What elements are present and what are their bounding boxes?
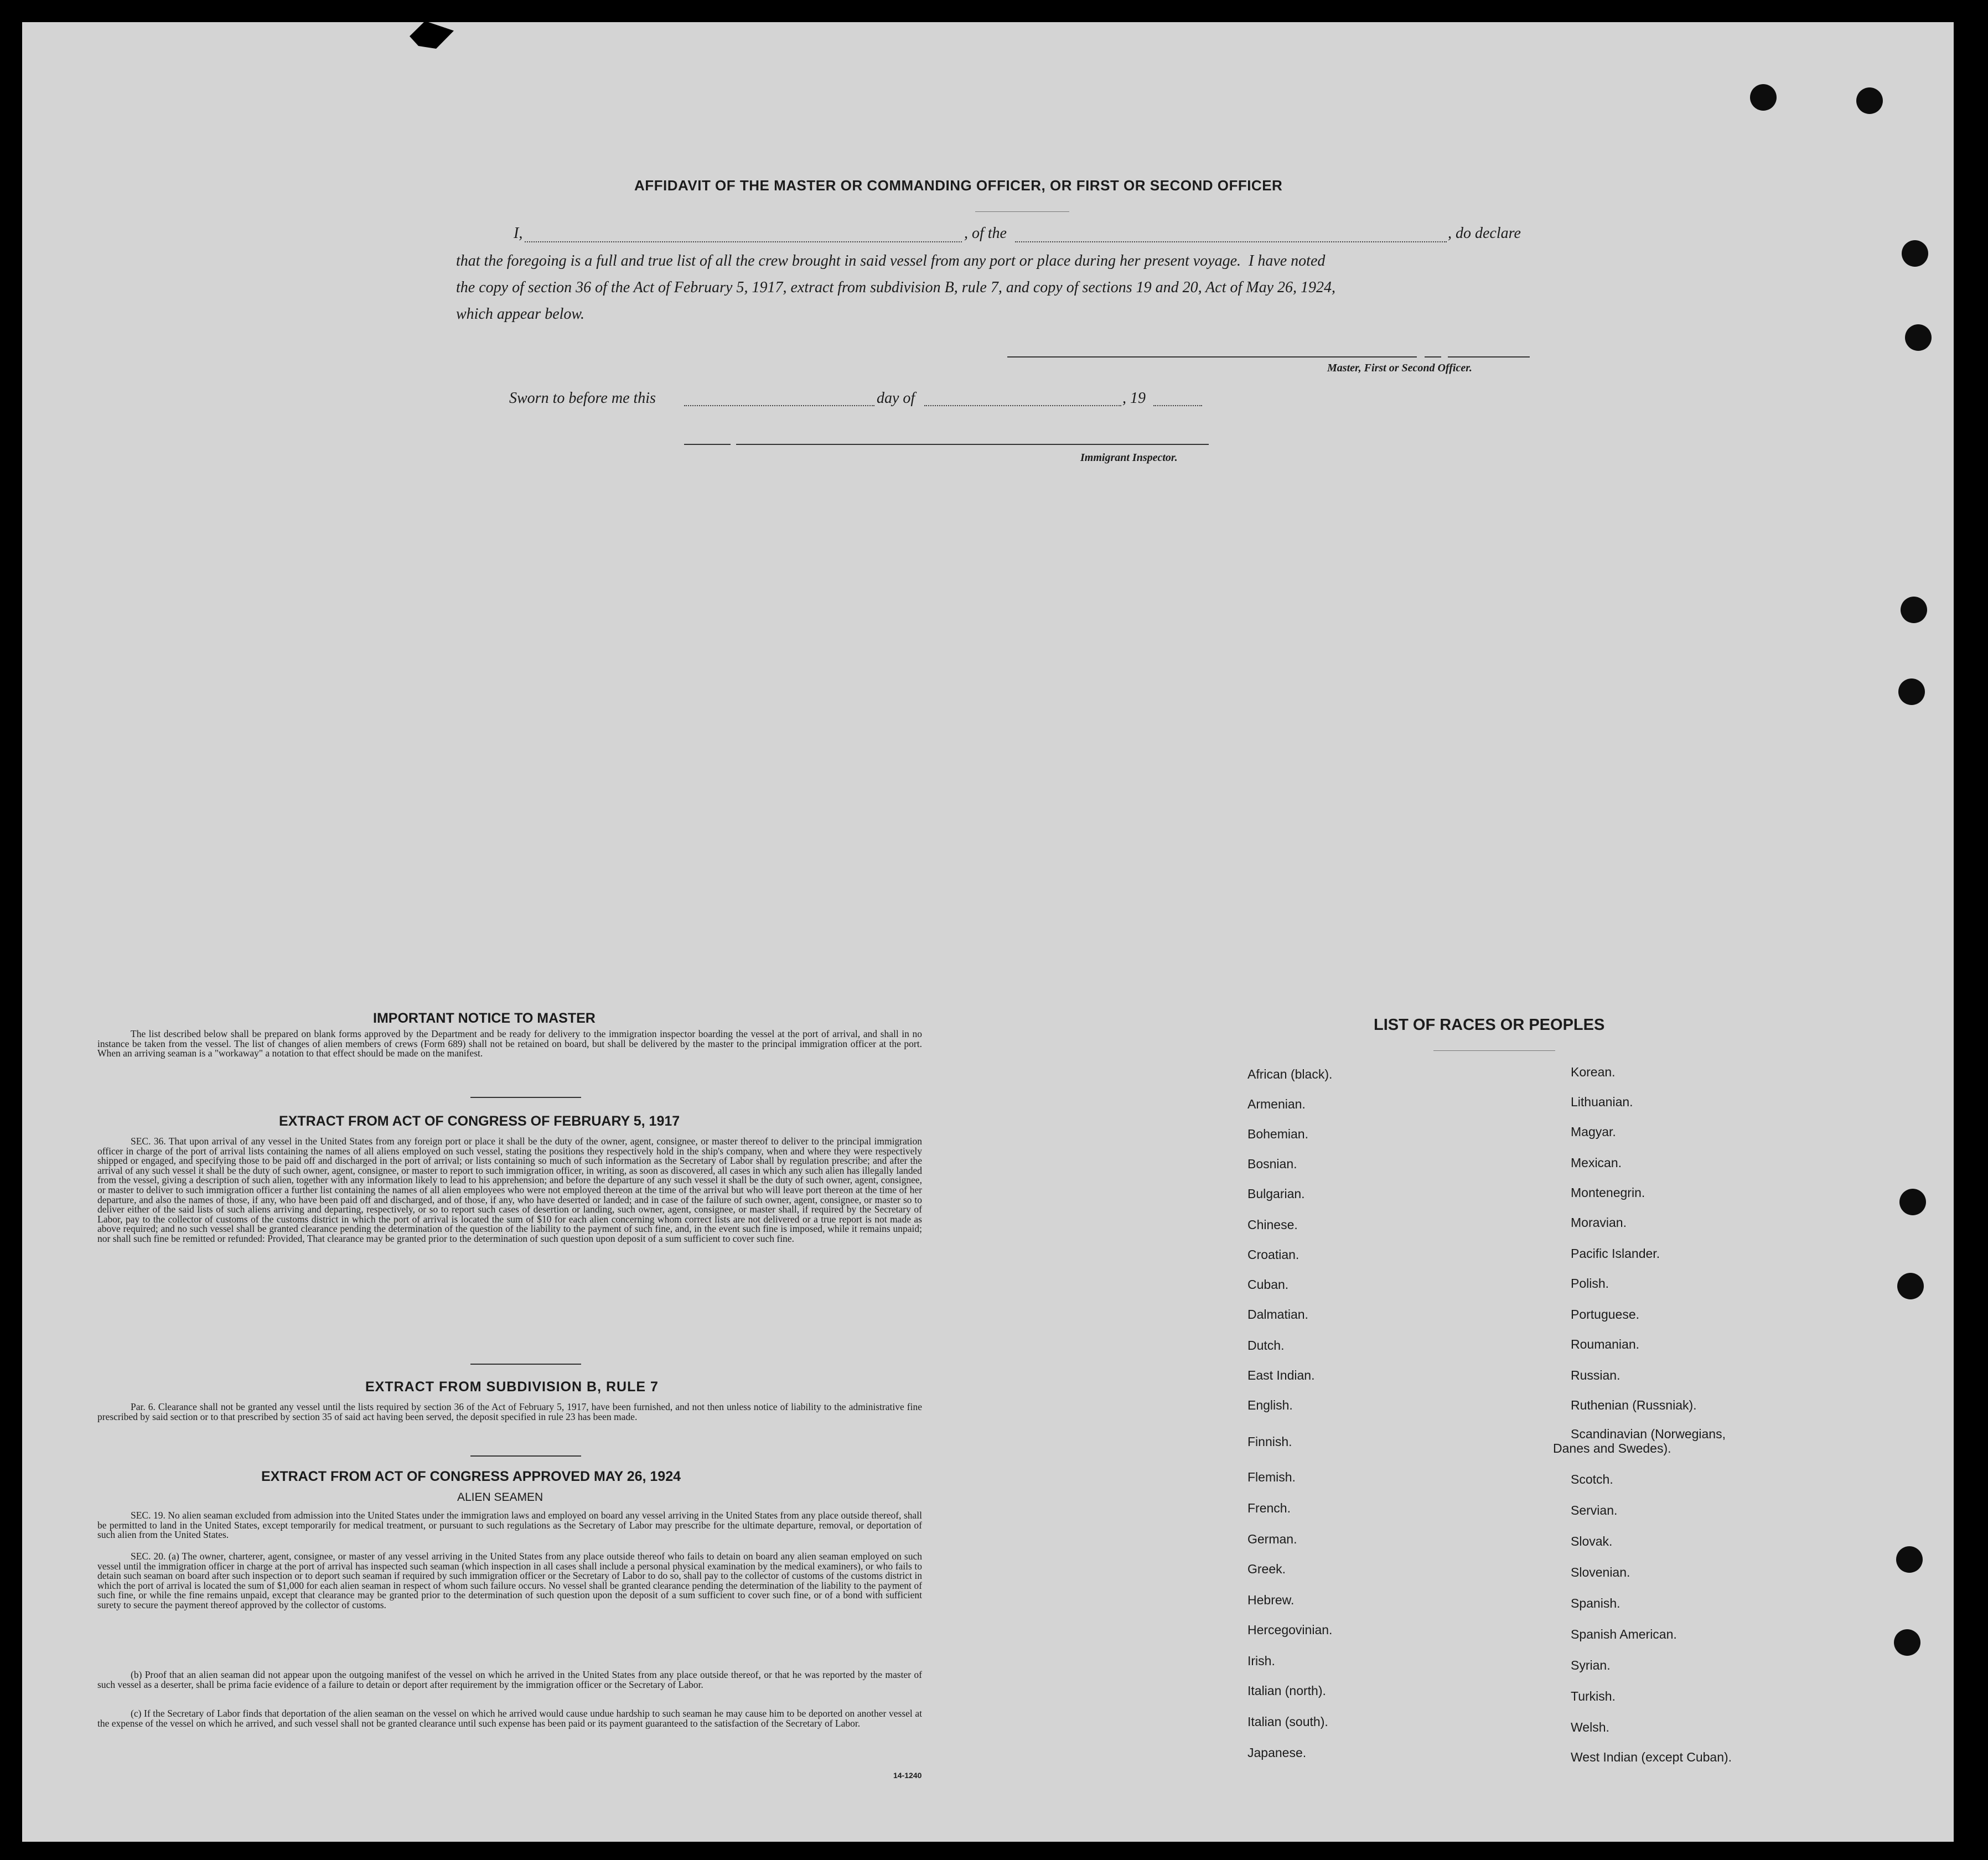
punch-hole <box>1750 84 1777 111</box>
sec-19-text: SEC. 19. No alien seaman excluded from admission into the United States under the immigration laws and employed on board any vessel arriving in the United States from any place outside thereof, shall be permitted to land in the United States, except temporarily for medical treatment, or pursuant to such regulations as the Secretary of Labor may prescribe for the ultimate departure, removal, or deportation of such alien from the United States. <box>97 1510 922 1541</box>
sec-20c-text: (c) If the Secretary of Labor finds that deportation of the alien seaman on the vessel on which he arrived would cause undue hardship to such seaman he may cause him to be deported on another vessel at the expense of the vessel on which he arrived, and such vessel shall not be granted clearance until such expense has been paid or its payment guaranteed to the satisfaction of the Secretary of Labor. <box>97 1708 922 1729</box>
sworn-label: Sworn to before me this <box>509 390 656 407</box>
alien-seamen-subtitle: ALIEN SEAMEN <box>457 1491 543 1504</box>
affidavit-title: AFFIDAVIT OF THE MASTER OR COMMANDING OFFICER, OR FIRST OR SECOND OFFICER <box>634 177 1283 194</box>
race-item: Montenegrin. <box>1571 1185 1645 1200</box>
race-item: Cuban. <box>1247 1277 1289 1292</box>
month-blank <box>924 405 1121 406</box>
race-item: French. <box>1247 1501 1291 1515</box>
sec-20b-text: (b) Proof that an alien seaman did not appear upon the outgoing manifest of the vessel on which he arrived in the United States from any place outside thereof, or that he was reported by the master of such vessel as a deserter, shall be prima facie evidence of a failure to detain or deport after requirement by the immigration officer or the Secretary of Labor. <box>97 1669 922 1690</box>
race-item: Chinese. <box>1247 1217 1298 1232</box>
sworn-day-blank <box>684 405 874 406</box>
race-item: Irish. <box>1247 1654 1275 1668</box>
race-item: Armenian. <box>1247 1097 1306 1111</box>
master-signature-label: Master, First or Second Officer. <box>1327 362 1472 374</box>
punch-hole <box>1901 597 1927 623</box>
race-item: Lithuanian. <box>1571 1095 1633 1109</box>
race-item: Bulgarian. <box>1247 1187 1305 1201</box>
punch-hole <box>1905 324 1932 351</box>
race-item: Slovenian. <box>1571 1565 1630 1579</box>
affidavit-line-3: which appear below. <box>456 305 585 323</box>
notice-title: IMPORTANT NOTICE TO MASTER <box>373 1011 596 1026</box>
race-item: German. <box>1247 1532 1297 1546</box>
race-item: Syrian. <box>1571 1658 1611 1672</box>
races-title: LIST OF RACES OR PEOPLES <box>1374 1016 1605 1034</box>
divider <box>470 1364 581 1365</box>
year-label: , 19 <box>1122 390 1146 407</box>
rule-7-title: EXTRACT FROM SUBDIVISION B, RULE 7 <box>365 1379 659 1395</box>
notice-text: The list described below shall be prepared on blank forms approved by the Department and be ready for delivery to the immigration inspector boarding the vessel at the port of arrival, and shall in no instance be taken from the vessel. The list of changes of alien members of crews (Form 689) shall not be retained on board, but shall be delivered by the master to the principal immigration officer at the port. When an arriving seaman is a "workaway" a notation to that effect should be made on the manifest. <box>97 1028 922 1059</box>
race-item: Ruthenian (Russniak). <box>1571 1398 1697 1412</box>
race-item: Polish. <box>1571 1276 1609 1291</box>
divider <box>470 1097 581 1098</box>
race-item: Bohemian. <box>1247 1127 1308 1141</box>
day-of-label: day of <box>877 390 915 407</box>
affidavit-line-2: the copy of section 36 of the Act of February 5, 1917, extract from subdivision B, rule 7, and copy of sections 19 and 20, Act of May 26, 1924, <box>456 279 1336 296</box>
race-item: Japanese. <box>1247 1745 1307 1760</box>
race-item: English. <box>1247 1398 1293 1412</box>
punch-hole <box>1856 87 1883 114</box>
race-item: Pacific Islander. <box>1571 1246 1660 1261</box>
race-item: African (black). <box>1247 1067 1333 1081</box>
extract-1924-title: EXTRACT FROM ACT OF CONGRESS APPROVED MAY 26, 1924 <box>261 1469 681 1484</box>
race-item: Hercegovinian. <box>1247 1623 1333 1637</box>
affidavit-line-1: that the foregoing is a full and true list of all the crew brought in said vessel from any port or place during her present voyage. I have noted <box>456 252 1326 270</box>
race-item: Dutch. <box>1247 1338 1285 1353</box>
signature-line <box>1448 356 1530 358</box>
extract-1917-text: SEC. 36. That upon arrival of any vessel in the United States from any foreign port or place it shall be the duty of the owner, agent, consignee, or master thereof to deliver to the principal immigration officer in charge of the port of arrival lists containing the names of all aliens employed on such vessel, stating the positions they respectively hold in the ship's company, when and where they were respectively shipped or engaged, and specifying those to be paid off and discharged in the port of arrival; or lists containing so much of such information as the Secretary of Labor shall by regulation prescribe; and after the arrival of any such vessel it shall be the duty of such owner, agent, consignee, or master to report to such immigration officer, in writing, as soon as discovered, all cases in which any such alien has illegally landed from the vessel, giving a description of such alien, together with any information likely to lead to his apprehension; and before the departure of any such vessel it shall be the duty of such owner, agent, consignee, or master to deliver to such immigration officer a further list containing the names of all alien employees who were not employed thereon at the time of the arrival but who will leave port thereon at the time of her departure, and also the names of those, if any, who have been paid off and discharged, and of those, if any, who have deserted or landed; and in case of the failure of such owner, agent, consignee, or master so to deliver either of the said lists of such aliens arriving and departing, respectively, or so to report such cases of desertion or landing, such owner, agent, consignee, or master shall, if required by the Secretary of Labor, pay to the collector of customs of the customs district in which the port of arrival is located the sum of $10 for each alien concerning whom correct lists are not delivered or a true report is not made as above required; and no such vessel shall be granted clearance pending the determination of the question of the liability to the payment of such fine, and, in the event such fine is imposed, while it remains unpaid; nor shall such fine be remitted or refunded: Provided, That clearance may be granted prior to the determination of such question upon deposit of a sum sufficient to cover such fine. <box>97 1136 922 1244</box>
race-item: Scandinavian (Norwegians, <box>1571 1427 1726 1441</box>
race-item: Slovak. <box>1571 1534 1613 1548</box>
race-item: Flemish. <box>1247 1470 1296 1484</box>
extract-1917-title: EXTRACT FROM ACT OF CONGRESS OF FEBRUARY 5, 1917 <box>279 1113 680 1129</box>
race-item: Italian (north). <box>1247 1683 1326 1698</box>
signature-line <box>1425 356 1441 358</box>
signature-line <box>1007 356 1417 358</box>
race-item: Magyar. <box>1571 1125 1616 1139</box>
race-item: West Indian (except Cuban). <box>1571 1750 1732 1764</box>
race-item: Mexican. <box>1571 1156 1622 1170</box>
race-item: Hebrew. <box>1247 1593 1295 1607</box>
race-item: Bosnian. <box>1247 1157 1297 1171</box>
race-item: Moravian. <box>1571 1215 1627 1230</box>
inspector-signature-label: Immigrant Inspector. <box>1080 452 1178 464</box>
race-item: Russian. <box>1571 1368 1621 1382</box>
race-item: Croatian. <box>1247 1247 1300 1262</box>
affidavit-do-declare: , do declare <box>1448 225 1521 242</box>
punch-hole <box>1899 1189 1926 1215</box>
race-item: Portuguese. <box>1571 1307 1640 1322</box>
rule-7-text: Par. 6. Clearance shall not be granted any vessel until the lists required by section 36 of the Act of February 5, 1917, have been furnished, and not then unless notice of liability to the administrative fine prescribed by said section or to that prescribed by section 35 of said act having been served, the deposit specified in rule 23 has been made. <box>97 1401 922 1422</box>
sec-20a-text: SEC. 20. (a) The owner, charterer, agent, consignee, or master of any vessel arriving in the United States from any place outside thereof who fails to detain on board any alien seaman employed on such vessel until the immigration officer in charge at the port of arrival has inspected such seaman (which inspection in all cases shall include a personal physical examination by the medical examiners), or who fails to detain such seaman on board after such inspection or to deport such seaman if required by such immigration officer or the Secretary of Labor to do so, shall pay to the collector of customs of the customs district in which the port of arrival is located the sum of $1,000 for each alien seaman in respect of whom such failure occurs. No vessel shall be granted clearance pending the determination of the liability to the payment of such fine, or while the fine remains unpaid, except that clearance may be granted prior to the determination of such question upon the deposit of a sum sufficient to cover such fine, or of a bond with sufficient surety to secure the payment thereof approved by the collector of customs. <box>97 1551 922 1610</box>
race-item: Korean. <box>1571 1065 1616 1079</box>
punch-hole <box>1894 1629 1920 1656</box>
divider <box>975 211 1069 212</box>
race-item: Turkish. <box>1571 1689 1616 1703</box>
year-blank <box>1153 405 1202 406</box>
race-item: Scotch. <box>1571 1472 1613 1486</box>
race-item: Spanish American. <box>1571 1627 1677 1641</box>
race-item: East Indian. <box>1247 1368 1315 1382</box>
race-item: Dalmatian. <box>1247 1307 1308 1322</box>
divider <box>1433 1050 1555 1051</box>
race-item: Italian (south). <box>1247 1714 1328 1729</box>
form-number: 14-1240 <box>893 1771 922 1780</box>
vessel-blank <box>1015 241 1447 242</box>
punch-hole <box>1902 240 1928 267</box>
name-blank <box>525 241 962 242</box>
race-item: Finnish. <box>1247 1434 1292 1449</box>
race-item: Greek. <box>1247 1562 1286 1576</box>
race-item: Welsh. <box>1571 1720 1609 1734</box>
punch-hole <box>1898 678 1925 705</box>
race-item: Spanish. <box>1571 1596 1621 1610</box>
race-item: Roumanian. <box>1571 1337 1640 1351</box>
race-item: Servian. <box>1571 1503 1618 1517</box>
punch-hole <box>1896 1546 1923 1573</box>
affidavit-of-the: , of the <box>964 225 1007 242</box>
inspector-signature-line <box>736 444 1209 445</box>
affidavit-i: I, <box>514 225 523 242</box>
punch-hole <box>1897 1273 1924 1299</box>
divider <box>470 1455 581 1457</box>
inspector-signature-line <box>684 444 731 445</box>
race-item: Danes and Swedes). <box>1553 1441 1671 1455</box>
